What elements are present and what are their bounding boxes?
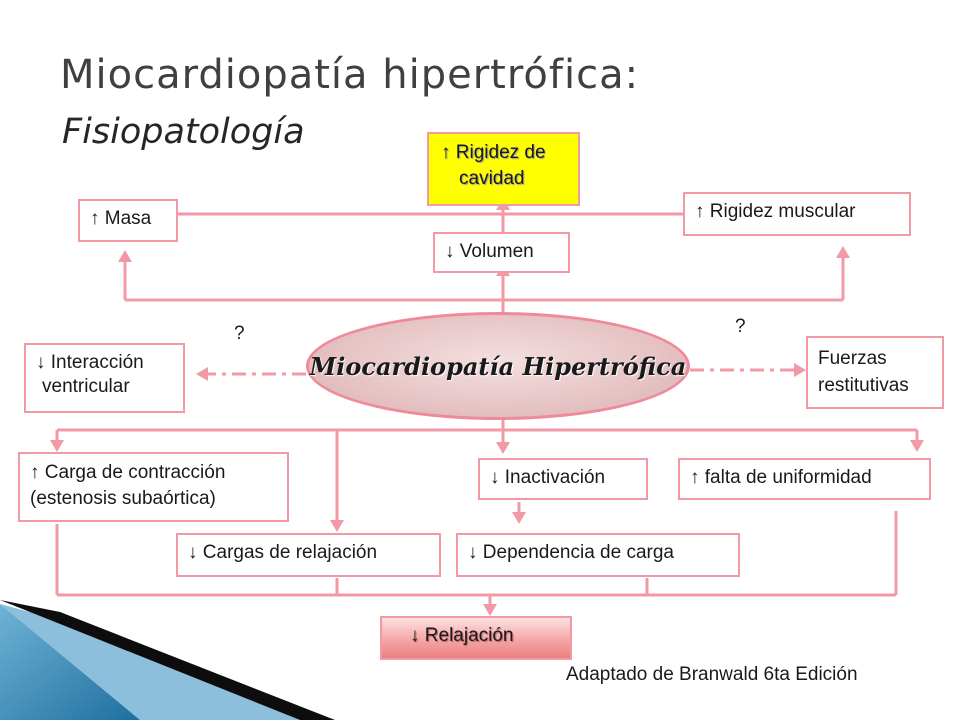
box-rigidez-muscular: ↑ Rigidez muscular — [683, 192, 911, 236]
box-fuerzas-line1: Fuerzas — [818, 348, 887, 369]
slide-title: Miocardiopatía hipertrófica: — [60, 52, 640, 98]
box-carga-line2: (estenosis subaórtica) — [30, 488, 216, 509]
box-falta-uniformidad: ↑ falta de uniformidad — [678, 458, 931, 500]
question-mark-left: ? — [234, 323, 245, 344]
slide-subtitle: Fisiopatología — [62, 112, 305, 152]
box-inactivacion: ↓ Inactivación — [478, 458, 648, 500]
box-rigidez-cavidad — [427, 132, 580, 206]
source-caption: Adaptado de Branwald 6ta Edición — [566, 664, 858, 685]
box-cargas-relajacion: ↓ Cargas de relajación — [176, 533, 441, 577]
box-rigidez-cavidad-line1: ↑ Rigidez de — [441, 142, 546, 163]
box-carga-contraccion — [18, 452, 289, 522]
box-dependencia-carga: ↓ Dependencia de carga — [456, 533, 740, 577]
box-fuerzas-line2: restitutivas — [818, 375, 909, 396]
center-ellipse — [306, 312, 690, 420]
box-fuerzas-restitutivas — [806, 336, 944, 409]
box-carga-line1: ↑ Carga de contracción — [30, 462, 226, 483]
box-volumen: ↓ Volumen — [433, 232, 570, 273]
box-interaccion-line1: ↓ Interacción — [36, 352, 144, 373]
box-relajacion: ↓ Relajación — [380, 616, 572, 660]
box-interaccion-line2: ventricular — [42, 376, 130, 397]
box-interaccion-ventricular — [24, 343, 185, 413]
question-mark-right: ? — [735, 316, 746, 337]
center-label: Miocardiopatía Hipertrófica — [309, 351, 687, 381]
box-masa: ↑ Masa — [78, 199, 178, 242]
box-rigidez-cavidad-line2: cavidad — [459, 168, 525, 189]
